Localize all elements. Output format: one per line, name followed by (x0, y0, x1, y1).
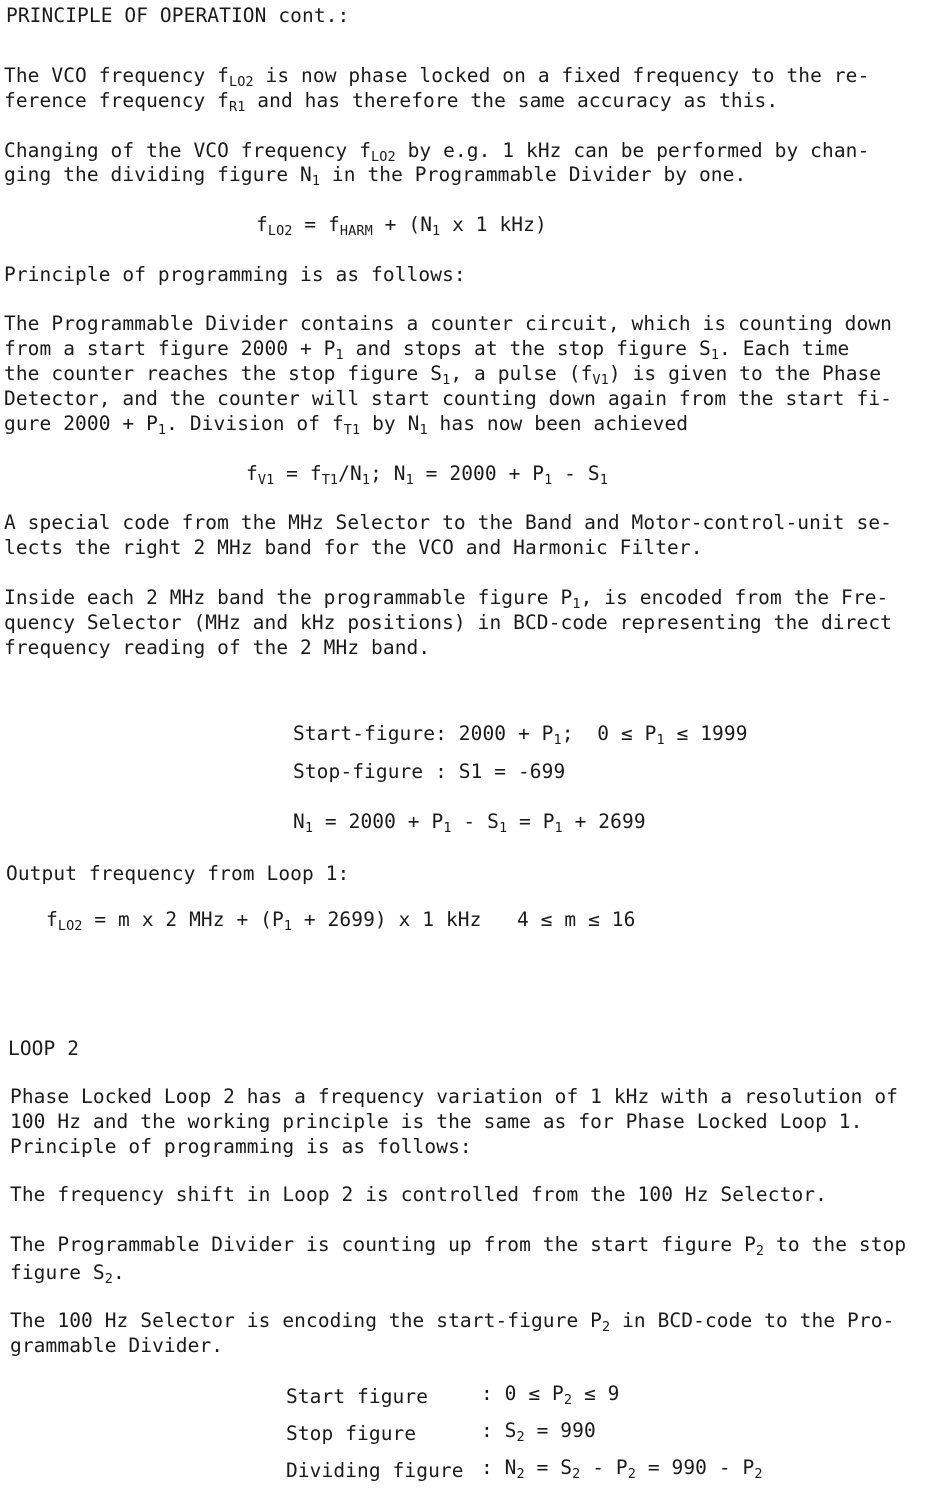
para-changing-vco-line-1: Changing of the VCO frequency $f_{LO2}$ by e.g. 1 kHz can be performed by chan- (4, 139, 870, 165)
para-special-code-line-1: A special code from the MHz Selector to the Band and Motor-control-unit se- (4, 511, 892, 534)
equation-fv1: $f_{V1} = f_{T1}/N_1$; $N_1 = 2000 + P_1 - S_1$ (246, 462, 608, 488)
page-heading: PRINCIPLE OF OPERATION cont.: (6, 4, 350, 27)
para-inside-band-line-3: frequency reading of the 2 MHz band. (4, 636, 431, 659)
para-100hz-selector-line-2: grammable Divider. (10, 1334, 224, 1357)
loop2-stop-figure-value: : $S_2 = 990$ (481, 1419, 596, 1445)
loop1-stop-figure: Stop-figure : S1 = -699 (293, 760, 566, 783)
loop2-start-figure-value: : $0 \le P_2 \le 9$ (481, 1382, 620, 1408)
para-divider-line-3: the counter reaches the stop figure $S_1$, a pulse $(f_{V1})$ is given to the Phase (4, 362, 882, 388)
para-inside-band-line-1: Inside each 2 MHz band the programmable figure $P_1$, is encoded from the Fre- (4, 586, 889, 612)
para-100hz-selector-line-1: The 100 Hz Selector is encoding the start-figure $P_2$ in BCD-code to the Pro- (10, 1309, 895, 1335)
para-loop2-line-2: 100 Hz and the working principle is the same as for Phase Locked Loop 1. (10, 1110, 863, 1133)
para-counting-up-line-1: The Programmable Divider is counting up from the start figure $P_2$ to the stop (10, 1233, 907, 1259)
para-vco-locked-line-1: The VCO frequency $f_{LO2}$ is now phase locked on a fixed frequency to the re- (4, 64, 870, 90)
para-divider-line-4: Detector, and the counter will start counting down again from the start fi- (4, 387, 892, 410)
para-changing-vco-line-2: ging the dividing figure $N_1$ in the Programmable Divider by one. (4, 163, 747, 189)
para-loop2-line-3: Principle of programming is as follows: (10, 1135, 472, 1158)
para-vco-locked-line-2: ference frequency $f_{R1}$ and has therefore the same accuracy as this. (4, 89, 779, 115)
para-loop2-line-1: Phase Locked Loop 2 has a frequency variation of 1 kHz with a resolution of (10, 1085, 898, 1108)
loop2-dividing-figure-label: Dividing figure (286, 1459, 464, 1482)
loop2-start-figure-label: Start figure (286, 1385, 429, 1408)
para-principle-programming: Principle of programming is as follows: (4, 263, 466, 286)
para-counting-up-line-2: figure $S_2$. (10, 1261, 125, 1287)
equation-flo2-output: $f_{LO2} = m$ x 2 MHz + $(P_1 + 2699)$ x 1 kHz 4 ≤ m ≤ 16 (46, 908, 636, 934)
para-divider-line-2: from a start figure $2000 + P_1$ and stops at the stop figure $S_1$. Each time (4, 337, 850, 363)
loop1-start-figure: Start-figure: $2000 + P_1$; $0 \le P_1 \le 1999$ (293, 722, 748, 748)
para-frequency-shift: The frequency shift in Loop 2 is controlled from the 100 Hz Selector. (10, 1183, 827, 1206)
para-divider-line-5: gure $2000 + P_1$. Division of $f_{T1}$ by $N_1$ has now been achieved (4, 412, 689, 438)
loop2-heading: LOOP 2 (8, 1037, 80, 1060)
equation-flo2-harm: $f_{LO2} = f_{HARM} + (N_1$ x 1 kHz) (256, 213, 547, 239)
para-divider-line-1: The Programmable Divider contains a counter circuit, which is counting down (4, 312, 892, 335)
loop2-dividing-figure-value: : $N_2 = S_2 - P_2 = 990 - P_2$ (481, 1456, 763, 1482)
para-special-code-line-2: lects the right 2 MHz band for the VCO and Harmonic Filter. (4, 536, 703, 559)
para-output-frequency: Output frequency from Loop 1: (6, 862, 350, 885)
para-inside-band-line-2: quency Selector (MHz and kHz positions) in BCD-code representing the direct (4, 611, 892, 634)
loop2-stop-figure-label: Stop figure (286, 1422, 417, 1445)
loop1-n1-equation: $N_1 = 2000 + P_1 - S_1 = P_1 + 2699$ (293, 810, 646, 836)
